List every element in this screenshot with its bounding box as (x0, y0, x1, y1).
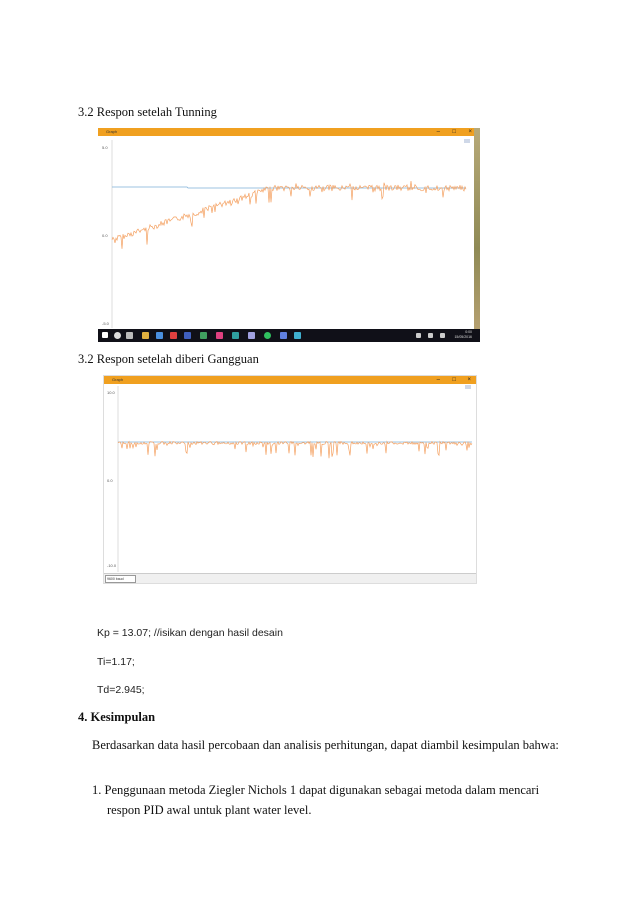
window-title: Graph (112, 377, 124, 382)
code-line-ti: Ti=1.17; (97, 656, 135, 668)
disturbance-response-screenshot (103, 375, 477, 584)
conclusion-heading: 4. Kesimpulan (78, 710, 156, 724)
baud-rate-select[interactable]: 9600 baud (105, 575, 136, 583)
minimize-button[interactable]: – (436, 129, 440, 135)
y-axis-label-mid: 0.0 (102, 233, 108, 238)
y-axis-label-bottom: -5.0 (102, 321, 109, 326)
search-icon[interactable] (114, 332, 121, 339)
app-icon-cyan[interactable] (294, 332, 301, 339)
tuning-plot (98, 128, 480, 342)
y-axis-label-mid: 0.0 (107, 478, 113, 483)
clock-date: 15/05/2016 (454, 335, 472, 339)
window-title: Graph (106, 129, 118, 134)
notification-icon[interactable] (440, 333, 445, 338)
response-line (112, 181, 466, 249)
conclusion-item-1-line-1: 1. Penggunaan metoda Ziegler Nichols 1 dapat digunakan sebagai metoda dalam mencari (92, 783, 540, 797)
maximize-button[interactable]: □ (452, 129, 456, 135)
app-icon-blue[interactable] (280, 332, 287, 339)
close-button[interactable]: × (467, 377, 471, 383)
app-icon[interactable] (248, 332, 255, 339)
minimize-button[interactable]: – (436, 377, 440, 383)
taskbar-clock (454, 330, 472, 340)
windows-start-icon[interactable] (102, 332, 108, 338)
media-icon[interactable] (200, 332, 207, 339)
section-heading-tuning: 3.2 Respon setelah Tunning (78, 105, 217, 119)
status-bar (104, 573, 476, 583)
conclusion-paragraph: Berdasarkan data hasil percobaan dan analisis perhitungan, dapat diambil kesimpulan bahwa: (92, 738, 559, 752)
volume-icon[interactable] (428, 333, 433, 338)
store-icon[interactable] (156, 332, 163, 339)
y-axis-label-bottom: -10.0 (107, 563, 117, 568)
network-icon[interactable] (416, 333, 421, 338)
close-button[interactable]: × (468, 129, 472, 135)
conclusion-item-1-line-2: respon PID awal untuk plant water level. (107, 803, 312, 817)
tuning-response-screenshot (98, 128, 480, 342)
disturbance-plot (104, 376, 477, 584)
code-line-kp: Kp = 13.07; //isikan dengan hasil desain (97, 627, 283, 639)
response-line (118, 442, 472, 459)
clock-time: 0:00 (465, 330, 472, 334)
maximize-button[interactable]: □ (452, 377, 456, 383)
mail-icon[interactable] (184, 332, 191, 339)
code-line-td: Td=2.945; (97, 684, 145, 696)
task-view-icon[interactable] (126, 332, 133, 339)
y-axis-label-top: 5.0 (102, 145, 108, 150)
windows-taskbar (98, 329, 480, 342)
arduino-icon[interactable] (232, 332, 239, 339)
folder-icon[interactable] (142, 332, 149, 339)
chrome-icon[interactable] (170, 332, 177, 339)
section-heading-disturbance: 3.2 Respon setelah diberi Gangguan (78, 352, 259, 366)
y-axis-label-top: 10.0 (107, 390, 115, 395)
photos-icon[interactable] (216, 332, 223, 339)
app-icon-green[interactable] (264, 332, 271, 339)
